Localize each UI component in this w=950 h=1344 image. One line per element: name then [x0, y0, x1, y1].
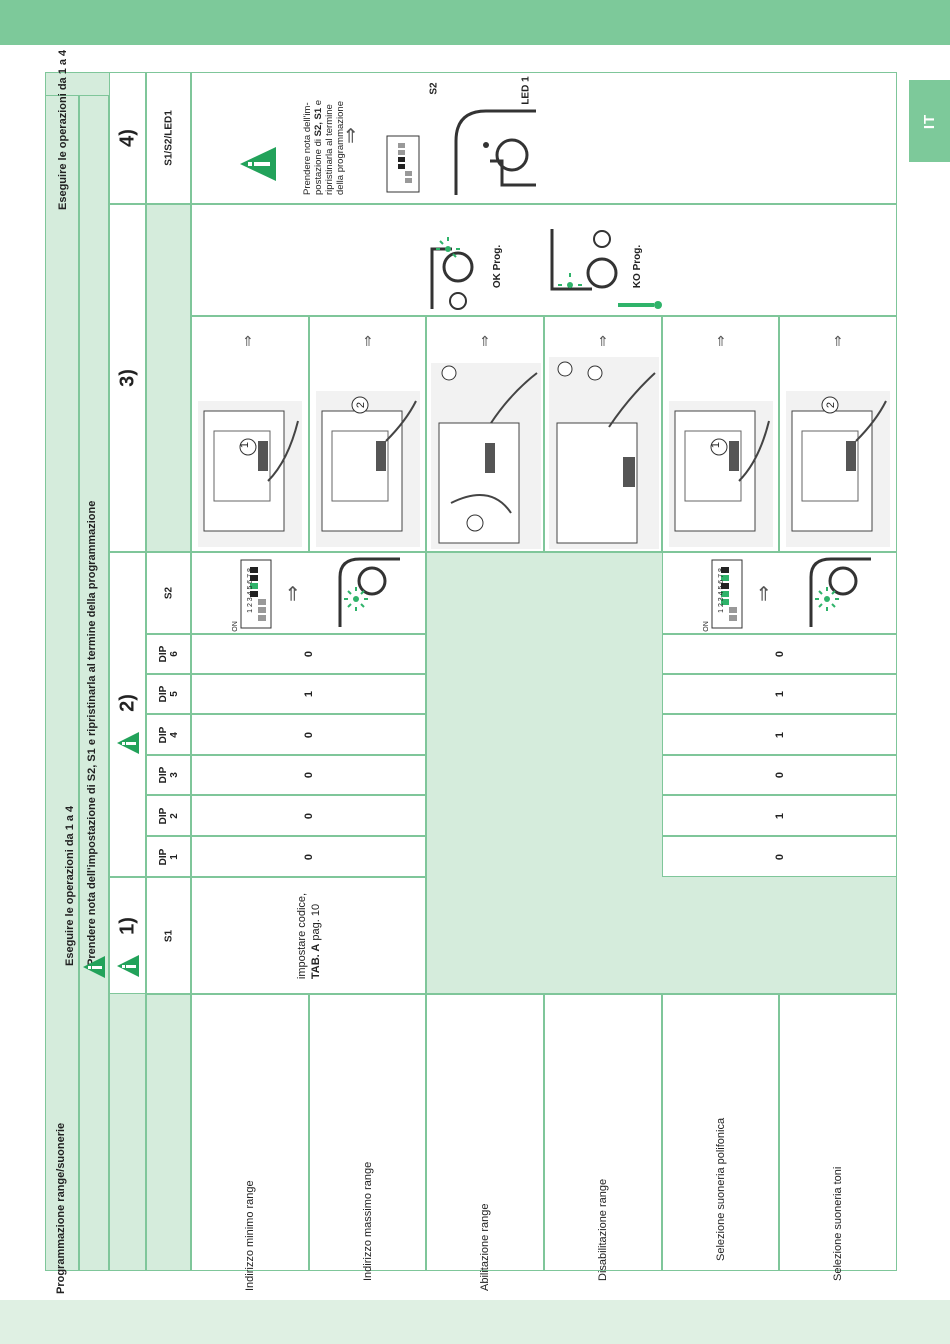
device-photo-panel — [426, 316, 544, 552]
dip-value: 0 — [302, 812, 315, 819]
device-photo-panel — [309, 316, 426, 552]
dip-value-cell — [191, 714, 426, 755]
step4-note-line: della programmazione — [335, 101, 346, 195]
ok-prog-label: OK Prog. — [492, 244, 504, 289]
device-hand-illustration — [316, 391, 420, 547]
dip-value: 0 — [302, 650, 315, 658]
ko-prog-label: KO Prog. — [632, 244, 644, 289]
device-photo-panel — [544, 316, 662, 552]
col-s1-label: S1 — [163, 929, 174, 942]
dip-switch-diagram — [711, 559, 743, 629]
dip-value-cell — [191, 634, 426, 674]
step4-header — [109, 72, 146, 204]
s1-page-ref: pag. 10 — [309, 903, 322, 944]
warning-icon — [115, 953, 141, 979]
device-hand-illustration — [669, 401, 773, 547]
instruction-all-text: Eseguire le operazioni da 1 a 4 — [64, 805, 76, 966]
device-photo-panel — [191, 316, 309, 552]
col-step3-subheader — [146, 204, 191, 552]
dip-value-cell — [662, 836, 897, 877]
led-device-diagram — [320, 557, 404, 629]
step-marker: 2 — [825, 401, 838, 409]
arrow-icon: ⇒ — [339, 127, 362, 144]
top-color-band — [0, 0, 950, 45]
ok-ko-diagram — [392, 209, 712, 313]
dip-number: 2 — [168, 812, 180, 819]
led-device-diagram — [791, 557, 875, 629]
step2-header — [109, 552, 146, 877]
device-hand-illustration — [549, 357, 659, 549]
dip-prefix: DIP — [157, 807, 169, 824]
dip-value-cell — [191, 836, 426, 877]
dip-number: 5 — [168, 691, 180, 697]
row-label: Indirizzo massimo range — [362, 1161, 374, 1281]
dip-value: 1 — [773, 731, 786, 738]
arrow-up-icon: ⇑ — [832, 333, 844, 349]
warning-icon — [238, 145, 278, 183]
device-hand-illustration — [198, 401, 302, 547]
arrow-up-icon: ⇑ — [362, 333, 374, 349]
s1-table-ref: TAB. A — [309, 943, 322, 979]
dip-value: 0 — [302, 731, 315, 738]
row-label-cell — [309, 994, 426, 1281]
arrow-up-icon: ⇑ — [242, 333, 254, 349]
dip-value-cell — [191, 674, 426, 714]
col-s2-header — [146, 552, 191, 634]
step4-note-line: Prendere nota dell'im- — [302, 102, 313, 195]
device-photo-panel — [779, 316, 897, 552]
row-label: Selezione suoneria polifonica — [715, 1117, 727, 1261]
bottom-color-band — [0, 1300, 950, 1344]
s1-code-cell — [191, 877, 426, 994]
step3-label: 3) — [116, 369, 138, 387]
dip-prefix: DIP — [157, 645, 169, 663]
step3-header — [109, 204, 146, 552]
row-label: Indirizzo minimo range — [244, 1180, 256, 1291]
col-dip6-header — [146, 634, 191, 674]
dip-number: 1 — [168, 853, 180, 860]
step4-label: 4) — [116, 129, 138, 147]
dip-prefix: DIP — [157, 848, 169, 865]
col-s1-header — [146, 877, 191, 994]
dip-value: 1 — [773, 812, 786, 819]
dip-value-cell — [662, 795, 897, 836]
language-tab — [909, 80, 950, 162]
arrow-up-icon: ⇑ — [479, 333, 491, 349]
dip-prefix: DIP — [157, 685, 169, 703]
step4-led1-label: LED 1 — [520, 76, 532, 105]
step4-content-cell — [191, 72, 897, 204]
s2-diagram-cell — [191, 552, 426, 634]
dip-number: 4 — [168, 731, 180, 738]
arrow-up-icon: ⇑ — [597, 333, 609, 349]
col-dip1-header — [146, 836, 191, 877]
instruction-note: Prendere nota dell'impostazione di S2, S1 e ripristinarla al termine della programmazione — [86, 500, 98, 966]
step-marker: 2 — [355, 401, 368, 409]
col-dip5-header — [146, 674, 191, 714]
row-label-cell — [191, 994, 309, 1291]
arrow-icon: ⇒ — [752, 585, 775, 602]
row-label: Selezione suoneria toni — [832, 1166, 844, 1281]
dip-value-cell — [662, 714, 897, 755]
dip-prefix: DIP — [157, 726, 169, 743]
dip-switch-diagram — [240, 559, 272, 629]
row-label-spacer — [146, 994, 191, 1271]
dip-value: 1 — [302, 690, 315, 698]
device-photo-panel — [662, 316, 779, 552]
step4-note-text: postazione di — [313, 136, 324, 195]
col-dip4-header — [146, 714, 191, 755]
dip-value-cell — [191, 755, 426, 795]
step4-s2-label: S2 — [428, 82, 440, 95]
row-label-cell — [662, 994, 779, 1271]
dip-prefix: DIP — [157, 766, 169, 784]
language-label: IT — [921, 113, 938, 129]
step2-label: 2) — [116, 693, 138, 712]
section-title: Programmazione range/suonerie — [55, 1122, 67, 1294]
dip-value: 0 — [773, 650, 786, 658]
dip-switch-numbers: 1 2 3 4 5 6 7 8 — [717, 568, 725, 613]
step4-note-text: e — [313, 99, 324, 108]
dip-value: 0 — [302, 771, 315, 779]
arrow-up-icon: ⇑ — [715, 333, 727, 349]
warning-icon — [81, 954, 107, 980]
row-label-cell — [426, 994, 544, 1291]
step-marker: 1 — [239, 441, 252, 449]
instruction-all: Eseguire le operazioni da 1 a 4 — [57, 49, 69, 210]
warning-icon — [115, 730, 141, 756]
step-marker: 1 — [710, 441, 723, 449]
section-title-cell — [45, 72, 79, 1294]
dip-value-cell — [191, 795, 426, 836]
step4-note-bold: S2, S1 — [313, 107, 324, 137]
arrow-icon: ⇒ — [281, 585, 304, 602]
step4-note-line: ripristinarla al termine — [324, 104, 335, 195]
led-device-diagram — [446, 91, 536, 195]
device-hand-illustration — [786, 391, 890, 547]
dip-switch-on: ON — [231, 621, 239, 632]
dip-value: 1 — [773, 690, 786, 698]
device-hand-illustration — [431, 363, 541, 549]
col-s1s2led1-label: S1/S2/LED1 — [163, 110, 174, 166]
row-label: Disabilitazione range — [597, 1178, 609, 1281]
dip-value: 0 — [773, 853, 786, 860]
dip-value-cell — [662, 755, 897, 795]
s1-instruction: impostare codice, — [295, 892, 308, 979]
row-label-cell — [779, 994, 897, 1281]
dip-number: 6 — [168, 651, 180, 657]
step4-note-line — [313, 75, 324, 195]
col-dip2-header — [146, 795, 191, 836]
programming-result-cell — [191, 204, 897, 316]
dip-switch-diagram — [386, 135, 420, 193]
dip-value-cell — [662, 674, 897, 714]
dip-number: 3 — [168, 772, 180, 778]
col-dip3-header — [146, 755, 191, 795]
dip-switch-on: ON — [702, 621, 710, 632]
row-label-cell — [544, 994, 662, 1281]
dip-value: 0 — [302, 853, 315, 860]
dip-switch-numbers: 1 2 3 4 5 6 7 8 — [246, 568, 254, 613]
col-s2-label: S2 — [163, 586, 174, 600]
row-label: Abilitazione range — [479, 1203, 491, 1291]
dip-value: 0 — [773, 771, 786, 779]
col-s1s2led1-header — [146, 72, 191, 204]
s2-diagram-cell — [662, 552, 897, 634]
dip-value-cell — [662, 634, 897, 674]
step1-label: 1) — [116, 916, 138, 935]
